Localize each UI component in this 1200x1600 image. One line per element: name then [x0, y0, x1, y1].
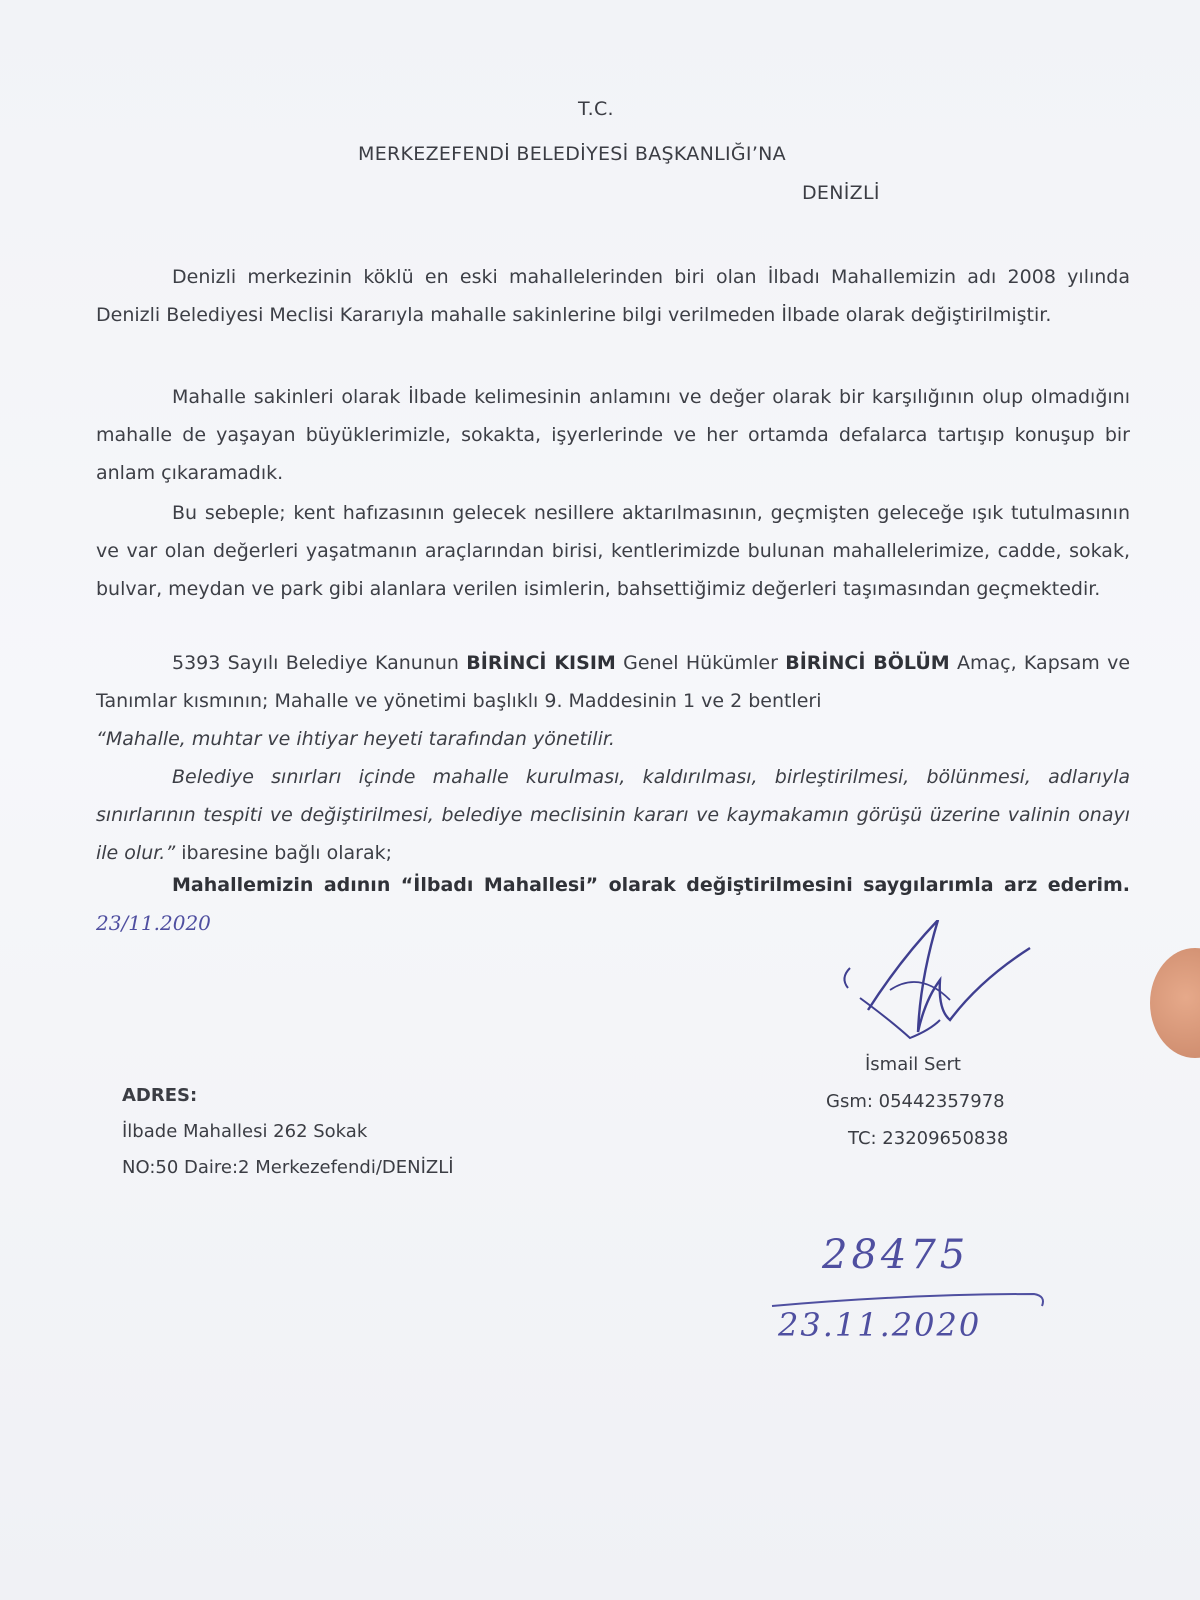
- signer-name: İsmail Sert: [865, 1054, 961, 1075]
- paragraph-1: [96, 258, 1130, 334]
- paragraph-1-text: Denizli merkezinin köklü en eski mahallelerinden biri olan İlbadı Mahallemizin adı 2008 yılında Denizli Belediyesi Meclisi Kararıyla mahalle sakinlerine bilgi verilmeden İlbade olarak değiştirilmiştir.: [96, 266, 1130, 326]
- signature-icon: [820, 920, 1040, 1070]
- paragraph-2-text: Mahalle sakinleri olarak İlbade kelimesinin anlamını ve değer olarak bir karşılığının olup olmadığını mahalle de yaşayan büyüklerimizle, sokakta, işyerlerinde ve her ortamda defalarca tartışıp konuşup bir anlam çıkaramadık.: [96, 386, 1130, 484]
- quote-line-1: “Mahalle, muhtar ve ihtiyar heyeti tarafından yönetilir.: [96, 728, 615, 750]
- header-city: DENİZLİ: [802, 182, 880, 204]
- signer-tc: TC: 23209650838: [848, 1128, 1009, 1149]
- paragraph-3-text: Bu sebeple; kent hafızasının gelecek nesillere aktarılmasının, geçmişten geleceğe ışık tutulmasının ve var olan değerleri yaşatmanın araçlarından birisi, kentlerimizde bulunan mahallelerimize, cadde, sokak, bulvar, meydan ve park gibi alanlara verilen isimlerin, bahsettiğimiz değerleri taşımasından geçmektedir.: [96, 502, 1130, 600]
- signer-gsm: Gsm: 05442357978: [826, 1091, 1005, 1112]
- paragraph-6: [96, 758, 1130, 872]
- stamp-date: 23.11.2020: [778, 1306, 982, 1344]
- law-scope: Amaç, Kapsam ve Tanımlar kısmının; Mahalle ve yönetimi başlıklı 9. Maddesinin 1 ve 2 bentleri: [96, 652, 1131, 712]
- address-line-1: İlbade Mahallesi 262 Sokak: [122, 1121, 368, 1142]
- address-line-2: NO:50 Daire:2 Merkezefendi/DENİZLİ: [122, 1157, 454, 1178]
- thumb-photo-edge: [1150, 948, 1200, 1058]
- quote-text: Belediye sınırları içinde mahalle kurulması, kaldırılması, birleştirilmesi, bölünmesi, adlarıyla sınırlarının tespiti ve değiştirilmesi, belediye meclisinin kararı ve kaymakamın görüşü üzerine valinin onayı ile olur.”: [96, 766, 1130, 864]
- paragraph-5: [96, 720, 1130, 758]
- request-text: Mahallemizin adının “İlbadı Mahallesi” olarak değiştirilmesini saygılarımla arz ederim.: [172, 874, 1130, 896]
- stamp-number: 28475: [822, 1232, 970, 1278]
- handwritten-date: 23/11.2020: [96, 911, 211, 935]
- header-institution: MERKEZEFENDİ BELEDİYESİ BAŞKANLIĞI’NA: [358, 143, 786, 165]
- law-part: BİRİNCİ KISIM: [466, 652, 616, 674]
- paragraph-4: [96, 644, 1130, 720]
- law-reference: 5393 Sayılı Belediye Kanunun: [172, 652, 459, 674]
- quote-tail: ibaresine bağlı olarak;: [181, 842, 393, 864]
- address-label: ADRES:: [122, 1085, 198, 1106]
- law-section: BİRİNCİ BÖLÜM: [785, 652, 950, 674]
- paragraph-3: [96, 494, 1130, 608]
- law-general: Genel Hükümler: [623, 652, 778, 674]
- paragraph-2: [96, 378, 1130, 492]
- header-tc: T.C.: [578, 98, 614, 120]
